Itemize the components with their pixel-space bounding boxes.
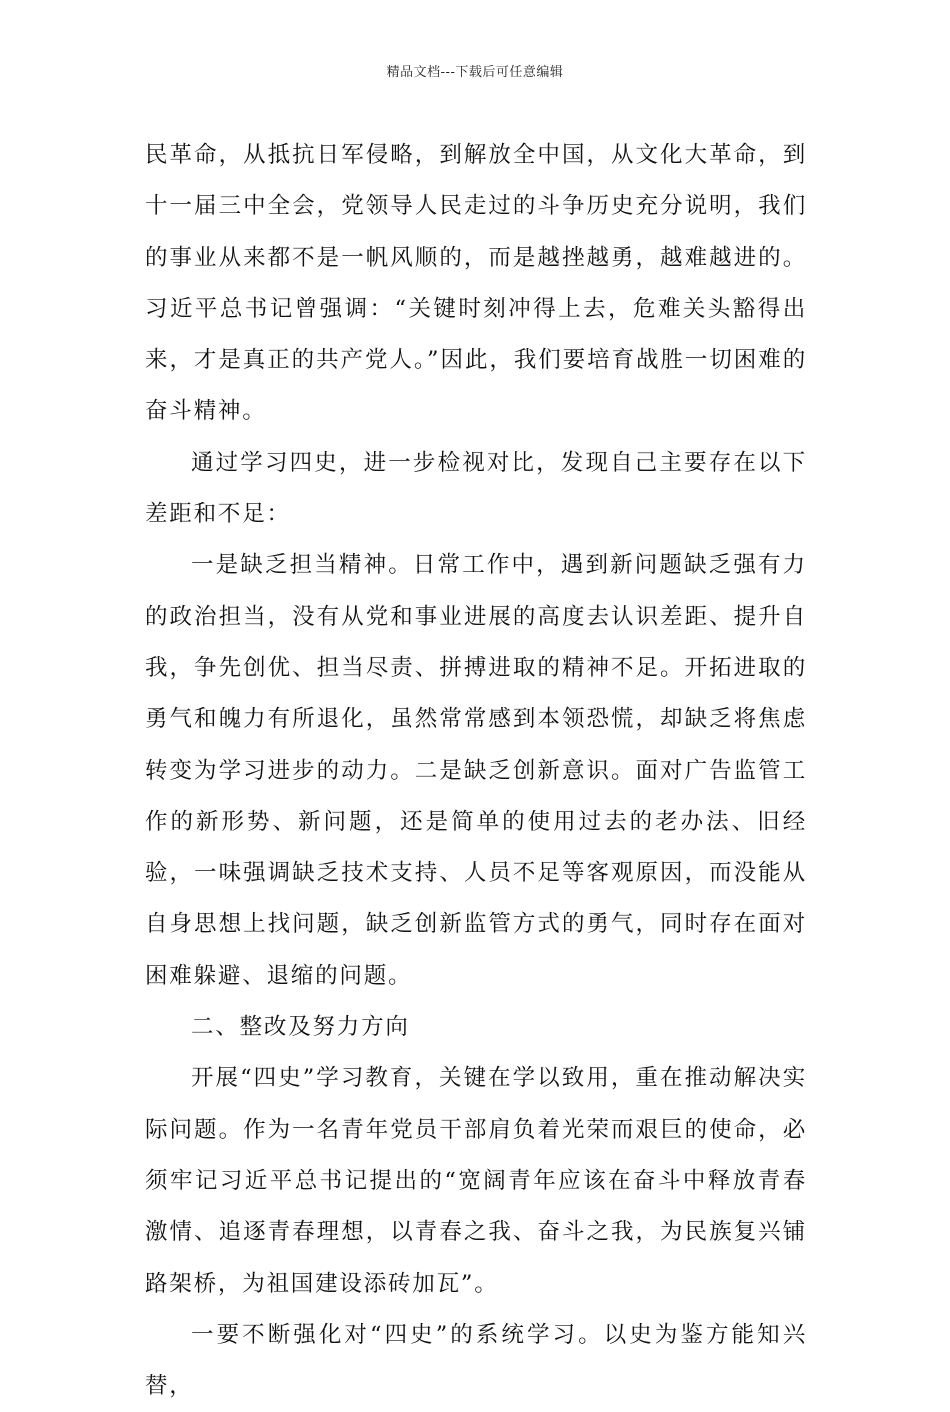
document-body (145, 130, 807, 1412)
paragraph-systematic-study: 一要不断强化对“四史”的系统学习。以史为鉴方能知兴替， (145, 1321, 807, 1400)
paragraph-shortcomings: 一是缺乏担当精神。日常工作中，遇到新问题缺乏强有力的政治担当，没有从党和事业进展的高度去认识差距、提升自我，争先创优、担当尽责、拼搏进取的精神不足。开拓进取的勇气和魄力有所退化，虽然常常感到本领恐慌，却缺乏将焦虑转变为学习进步的动力。二是缺乏创新意识。面对广告监管工作的新形势、新问题，还是简单的使用过去的老办法、旧经验，一味强调缺乏技术支持、人员不足等客观原因，而没能从自身思想上找问题，缺乏创新监管方式的勇气，同时存在面对困难躲避、退缩的问题。 (145, 552, 807, 989)
paragraph-study-education: 开展“四史”学习教育，关键在学以致用，重在推动解决实际问题。作为一名青年党员干部肩负着光荣而艰巨的使命，必须牢记习近平总书记提出的“宽阔青年应该在奋斗中释放青春激情、追逐青春理想，以青春之我、奋斗之我，为民族复兴铺路架桥，为祖国建设添砖加瓦”。 (145, 1065, 807, 1297)
page-header: 精品文档---下载后可任意编辑 (386, 65, 564, 80)
paragraph-study-comparison: 通过学习四史，进一步检视对比，发现自己主要存在以下差距和不足： (145, 449, 807, 528)
paragraph-continuation: 民革命，从抵抗日军侵略，到解放全中国，从文化大革命，到十一届三中全会，党领导人民走过的斗争历史充分说明，我们的事业从来都不是一帆风顺的，而是越挫越勇，越难越进的。习近平总书记曾强调：“关键时刻冲得上去，危难关头豁得出来，才是真正的共产党人。”因此，我们要培育战胜一切困难的奋斗精神。 (145, 142, 807, 425)
section-heading-rectification: 二、整改及努力方向 (191, 1014, 410, 1041)
